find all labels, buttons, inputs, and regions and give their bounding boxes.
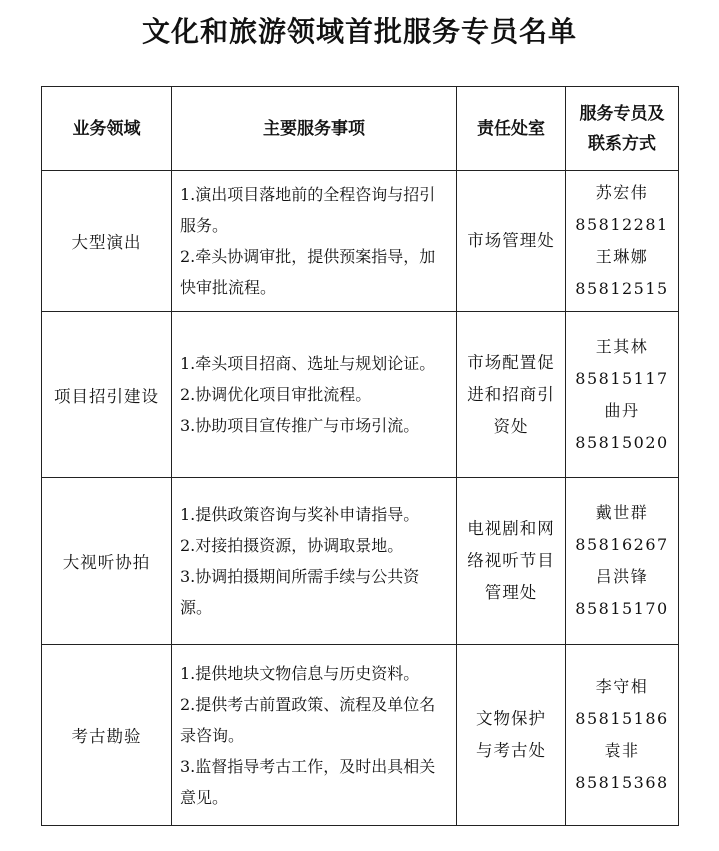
staff-name: 戴世群 bbox=[595, 503, 649, 522]
service-item: 1.牵头项目招商、选址与规划论证。 bbox=[180, 354, 436, 373]
service-item: 2.对接拍摄资源，协调取景地。 bbox=[180, 536, 404, 555]
service-item: 2.提供考古前置政策、流程及单位名录咨询。 bbox=[180, 694, 436, 745]
header-staff-text: 服务专员及联系方式 bbox=[579, 103, 665, 154]
header-domain: 业务领域 bbox=[42, 87, 172, 171]
staff-name: 王琳娜 bbox=[595, 247, 649, 266]
staff-phone: 85816267 bbox=[575, 535, 669, 554]
domain-cell: 考古勘验 bbox=[42, 645, 172, 826]
page-title: 文化和旅游领域首批服务专员名单 bbox=[141, 15, 577, 48]
header-staff bbox=[566, 87, 679, 171]
staff-phone: 85815186 bbox=[575, 709, 669, 728]
staff-cell bbox=[566, 171, 679, 312]
staff-cell bbox=[566, 478, 679, 645]
table-row bbox=[42, 478, 679, 645]
staff-phone: 85812515 bbox=[575, 279, 669, 298]
staff-phone: 85815117 bbox=[575, 368, 669, 388]
staff-name: 苏宏伟 bbox=[595, 183, 649, 202]
service-item: 3.协调拍摄期间所需手续与公共资源。 bbox=[180, 567, 420, 617]
service-item: 3.监督指导考古工作，及时出具相关意见。 bbox=[180, 756, 436, 807]
staff-cell bbox=[566, 312, 679, 478]
services-cell bbox=[172, 312, 457, 478]
staff-table bbox=[41, 86, 679, 826]
office-text: 文物保护与考古处 bbox=[476, 709, 546, 760]
service-item: 2.协调优化项目审批流程。 bbox=[180, 385, 372, 404]
header-row bbox=[42, 87, 679, 171]
table-row bbox=[42, 645, 679, 826]
table-row bbox=[42, 171, 679, 312]
office-cell bbox=[457, 645, 566, 826]
domain-cell: 大视听协拍 bbox=[42, 478, 172, 645]
table-row bbox=[42, 312, 679, 478]
service-item: 3.协助项目宣传推广与市场引流。 bbox=[180, 416, 420, 435]
service-item: 1.提供政策咨询与奖补申请指导。 bbox=[180, 505, 420, 524]
office-cell: 市场配置促进和招商引资处 bbox=[457, 312, 566, 478]
staff-name: 袁非 bbox=[604, 741, 640, 760]
staff-name: 王其林 bbox=[595, 336, 649, 356]
services-cell bbox=[172, 478, 457, 645]
office-cell: 市场管理处 bbox=[457, 171, 566, 312]
staff-cell bbox=[566, 645, 679, 826]
staff-name: 李守相 bbox=[595, 677, 649, 696]
staff-phone: 85815368 bbox=[575, 773, 669, 792]
services-cell bbox=[172, 645, 457, 826]
header-services: 主要服务事项 bbox=[172, 87, 457, 171]
services-cell bbox=[172, 171, 457, 312]
service-item: 1.提供地块文物信息与历史资料。 bbox=[180, 663, 420, 683]
office-cell: 电视剧和网络视听节目管理处 bbox=[457, 478, 566, 645]
staff-phone: 85815020 bbox=[575, 432, 669, 452]
staff-phone: 85812281 bbox=[575, 215, 669, 234]
header-office: 责任处室 bbox=[457, 87, 566, 171]
staff-name: 曲丹 bbox=[604, 400, 640, 420]
domain-cell: 大型演出 bbox=[42, 171, 172, 312]
service-item: 2.牵头协调审批，提供预案指导，加快审批流程。 bbox=[180, 247, 436, 297]
domain-cell: 项目招引建设 bbox=[42, 312, 172, 478]
service-item: 1.演出项目落地前的全程咨询与招引服务。 bbox=[180, 185, 436, 235]
staff-name: 吕洪锋 bbox=[595, 567, 649, 586]
staff-phone: 85815170 bbox=[575, 599, 669, 618]
